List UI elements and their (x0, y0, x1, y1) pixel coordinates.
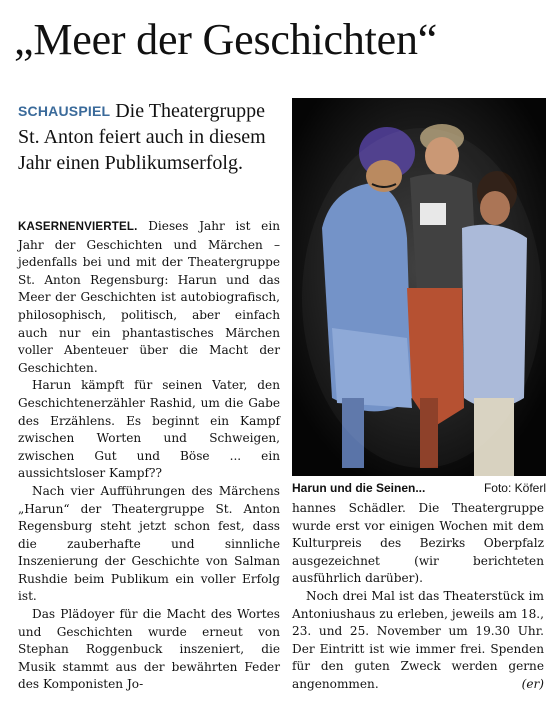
paragraph-4-start: Das Plädoyer für die Macht des Wortes und Geschichten wurde erneut von Stephan Roggenbuck inszeniert, die Musik stammt aus der bewährten Feder des Komponisten Jo- (18, 607, 280, 692)
caption-text: Harun und die Seinen... (292, 481, 426, 495)
paragraph-5-text: Noch drei Mal ist das Theaterstück im Antoniushaus zu erleben, jeweils am 18., 23. und 25. November um 19.30 Uhr. Der Eintritt ist wie immer frei. Spenden für den guten Zweck werden gerne angenommen. (292, 588, 544, 691)
dateline: KASERNENVIERTEL. (18, 221, 138, 233)
paragraph-3: Nach vier Aufführungen des Märchens „Harun“ der Theatergruppe St. Anton Regensburg steht jetzt schon fest, dass die zauberhafte und sinnliche Inszenierung der Geschichte von Salman Rushdie beim Publikum ein voller Erfolg ist. (18, 483, 280, 604)
paragraph-5 (292, 588, 544, 694)
section-kicker: SCHAUSPIEL (18, 103, 111, 119)
photo-credit: Foto: Köferl (483, 481, 546, 495)
headline: „Meer der Geschichten“ (14, 15, 438, 64)
article-column-1 (18, 218, 280, 694)
paragraph-4-end: hannes Schädler. Die Theatergruppe wurde erst vor einigen Wochen mit dem Kulturpreis des Bezirks Oberpfalz ausgezeichnet (wir berichteten ausführlich darüber). (292, 501, 544, 586)
paragraph-1 (18, 218, 280, 377)
paragraph-2: Harun kämpft für seinen Vater, den Geschichtenerzähler Rashid, um die Gabe des Erzählens. Es beginnt ein Kampf zwischen Worten und Schweigen, zwischen Gut und Böse ... ein aussichtsloser Kampf?? (18, 378, 280, 481)
lead-text: Die Theatergruppe St. Anton feiert auch in diesem Jahr einen Publikumserfolg. (18, 100, 266, 174)
author-initials: (er) (521, 676, 544, 691)
stage-photo (292, 98, 546, 476)
lead-paragraph (18, 98, 280, 176)
paragraph-1-text: Dieses Jahr ist ein Jahr der Geschichten und Märchen – jedenfalls bei und mit der Theatergruppe St. Anton Regensburg: Harun und das Meer der Geschichten ist autobiografisch, philosophisch, politisch, aber einfach auch nur ein phantastisches Märchen voller Abenteuer über die Macht der Geschichten. (18, 219, 280, 375)
article-column-2 (292, 500, 544, 694)
photo-caption (292, 481, 546, 495)
